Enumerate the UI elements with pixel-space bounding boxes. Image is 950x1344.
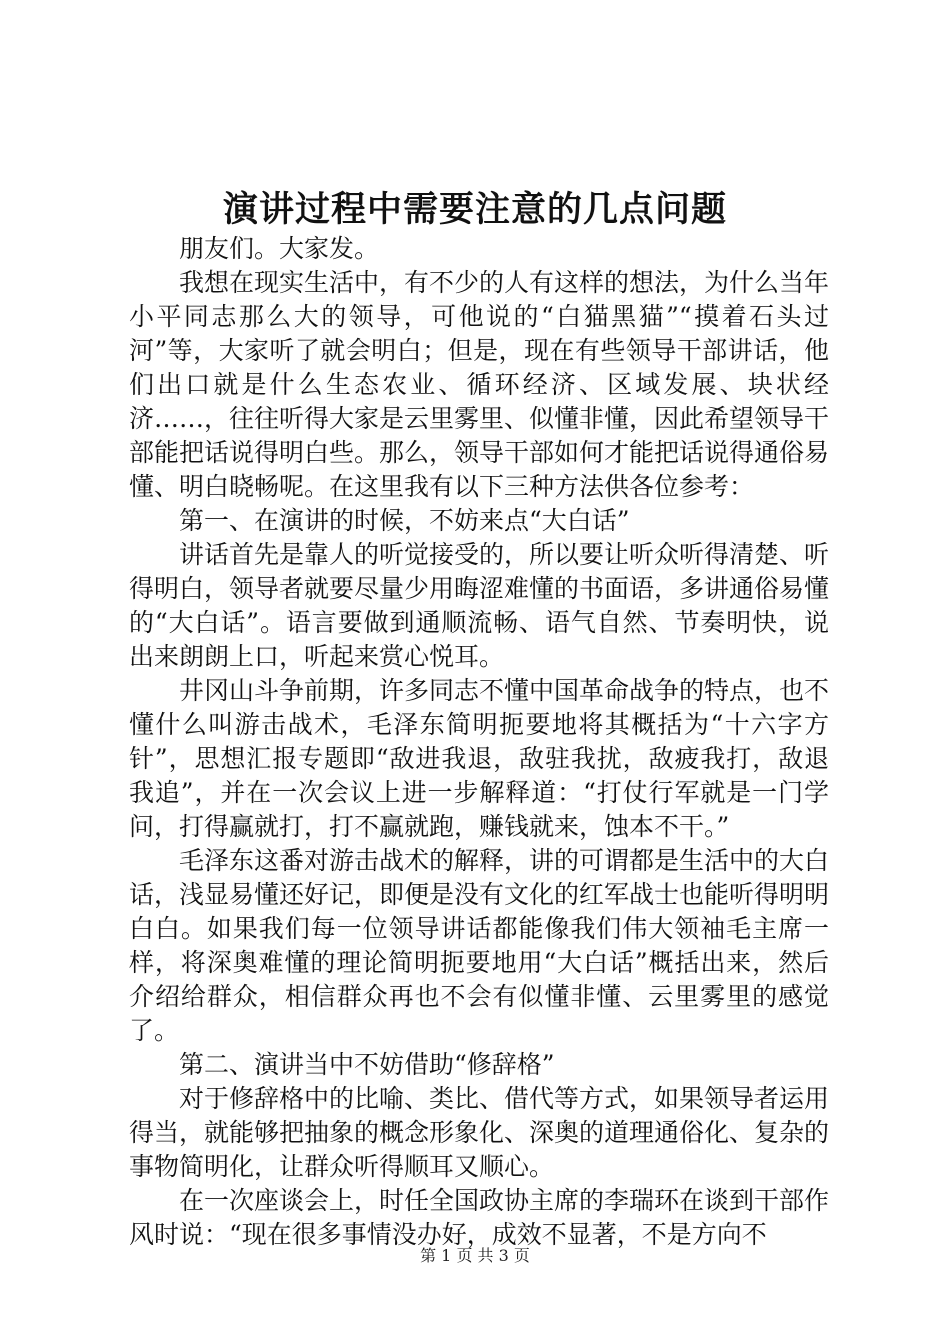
paragraph: 毛泽东这番对游击战术的解释，讲的可谓都是生活中的大白话，浅显易懂还好记，即便是没有文化的红军战士也能听得明明白白。如果我们每一位领导讲话都能像我们伟大领袖毛主席一样，将深奥难懂的理论简明扼要地用“大白话”概括出来，然后介绍给群众，相信群众再也不会有似懂非懂、云里雾里的感觉了。 <box>129 846 830 1045</box>
paragraph: 我想在现实生活中，有不少的人有这样的想法，为什么当年小平同志那么大的领导，可他说的“白猫黑猫”“摸着石头过河”等，大家听了就会明白；但是，现在有些领导干部讲话，他们出口就是什么生态农业、循环经济、区域发展、块状经济……，往往听得大家是云里雾里、似懂非懂，因此希望领导干部能把话说得明白些。那么，领导干部如何才能把话说得通俗易懂、明白晓畅呢。在这里我有以下三种方法供各位参考： <box>129 268 830 501</box>
page-footer: 第 1 页 共 3 页 <box>420 1246 530 1265</box>
paragraph: 朋友们。大家发。 <box>179 234 380 263</box>
section-heading: 第一、在演讲的时候，不妨来点“大白话” <box>179 506 630 535</box>
paragraph: 对于修辞格中的比喻、类比、借代等方式，如果领导者运用得当，就能够把抽象的概念形象化、深奥的道理通俗化、复杂的事物简明化，让群众听得顺耳又顺心。 <box>129 1084 830 1181</box>
paragraph: 讲话首先是靠人的听觉接受的，所以要让听众听得清楚、听得明白，领导者就要尽量少用晦涩难懂的书面语，多讲通俗易懂的“大白话”。语言要做到通顺流畅、语气自然、节奏明快，说出来朗朗上口，听起来赏心悦耳。 <box>129 540 830 671</box>
document-body <box>129 232 829 1252</box>
section-heading: 第二、演讲当中不妨借助“修辞格” <box>179 1050 555 1079</box>
paragraph: 在一次座谈会上，时任全国政协主席的李瑞环在谈到干部作风时说：“现在很多事情没办好，成效不显著，不是方向不 <box>129 1186 830 1249</box>
paragraph: 井冈山斗争前期，许多同志不懂中国革命战争的特点，也不懂什么叫游击战术，毛泽东简明扼要地将其概括为“十六字方针”，思想汇报专题即“敌进我退，敌驻我扰，敌疲我打，敌退我追”，并在一次会议上进一步解释道：“打仗行军就是一门学问，打得赢就打，打不赢就跑，赚钱就来，蚀本不干。” <box>129 676 830 841</box>
document-title: 演讲过程中需要注意的几点问题 <box>222 189 727 230</box>
